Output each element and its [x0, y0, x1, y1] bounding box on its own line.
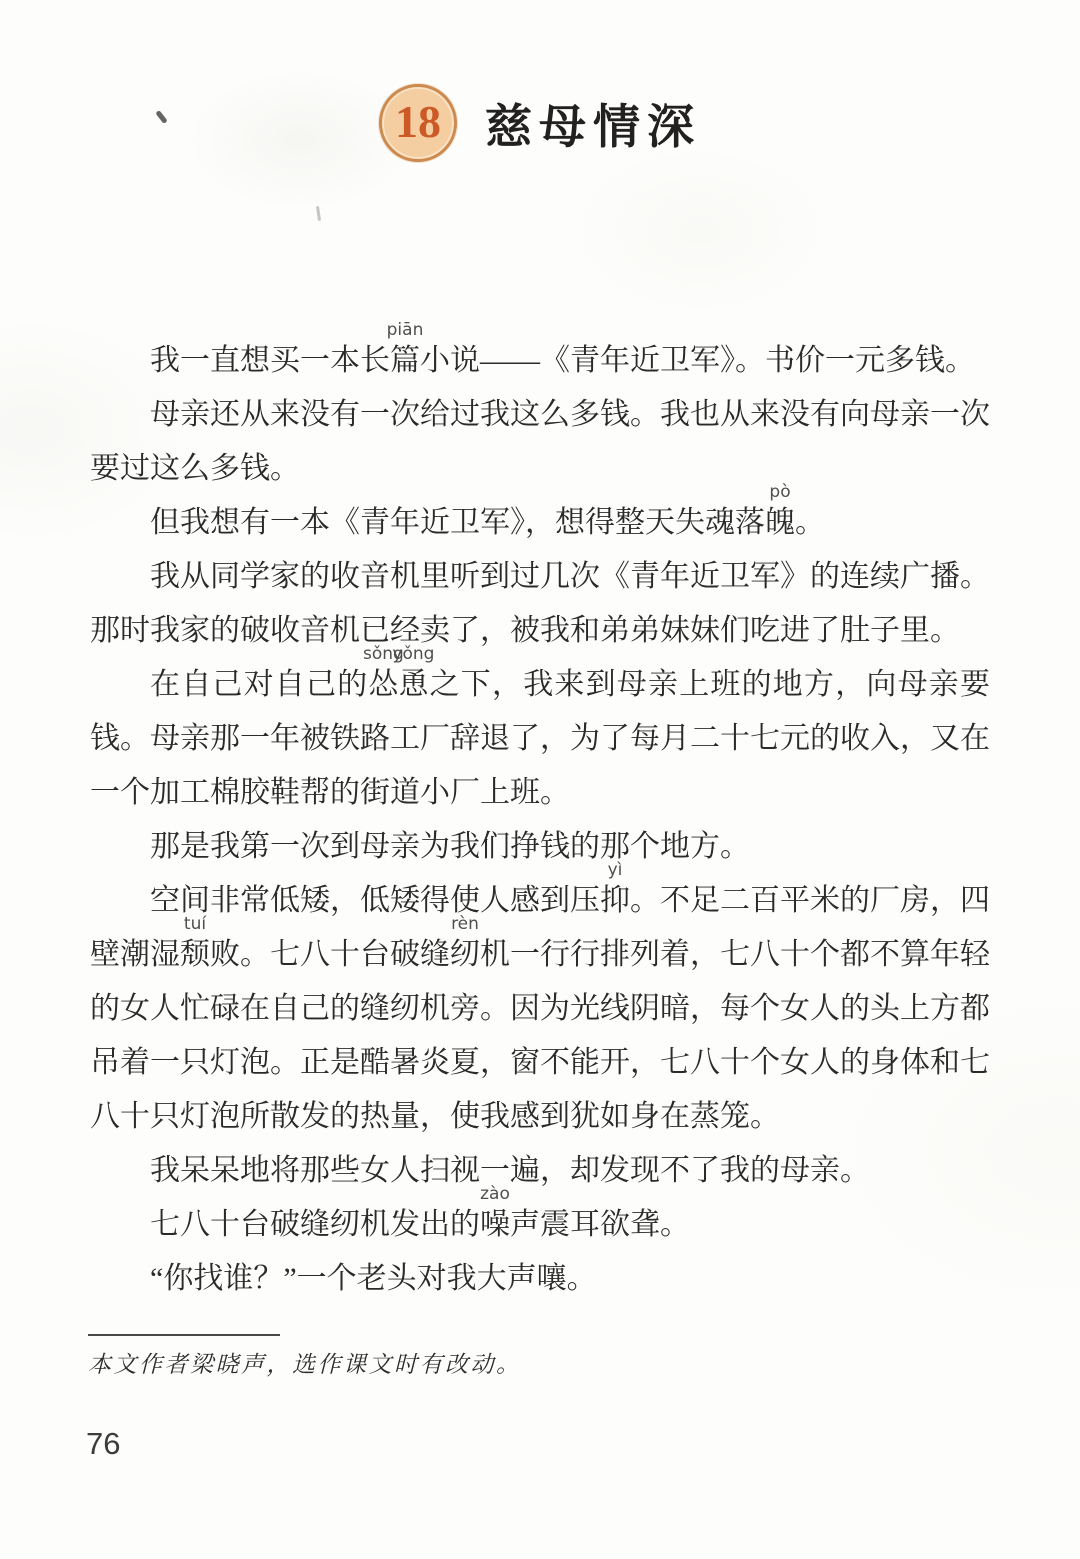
page-number: 76 [86, 1426, 121, 1461]
lesson-header [0, 84, 1080, 162]
pinyin-annotated-char: rèn 纫 [450, 914, 480, 971]
scan-mark-icon [316, 206, 321, 221]
body-text [90, 320, 991, 1306]
footnote-divider [88, 1334, 280, 1336]
pinyin-label: sǒng [362, 644, 404, 664]
pinyin-annotated-char: pò 魄 [765, 482, 795, 539]
paragraph: 空间非常低矮，低矮得使人感到压 yì 抑。不足二百平米的厂房，四壁潮湿 tuí 颓败。七八十台破缝 rèn 纫机一行行排列着，七八十个都不算年轻的女人忙碌在自己的缝纫机旁。因为光线阴暗，每个女人的头上方都吊着一只灯泡。正是酷暑炎夏，窗不能开，七八十个女人的身体和七八十只灯泡所散发的热量，使我感到犹如身在蒸笼。 [90, 860, 990, 1133]
paragraph: 母亲还从来没有一次给过我这么多钱。我也从来没有向母亲一次要过这么多钱。 [90, 398, 990, 485]
paragraph: 那是我第一次到母亲为我们挣钱的那个地方。 [150, 830, 750, 863]
pinyin-label: piān [386, 320, 424, 340]
pinyin-label: rèn [451, 914, 479, 934]
lesson-number-badge [379, 84, 457, 162]
pinyin-label: yǒng [392, 644, 435, 664]
paragraph: 我呆呆地将那些女人扫视一遍，却发现不了我的母亲。 [150, 1154, 870, 1187]
pinyin-annotated-char: yì 抑 [600, 860, 630, 917]
pinyin-annotated-char: yǒng 恿 [392, 644, 435, 701]
pinyin-annotated-char: piān 篇 [386, 320, 424, 377]
pinyin-label: yì [607, 860, 623, 880]
paragraph: 但我想有一本《青年近卫军》，想得整天失魂落 pò 魄。 [90, 496, 990, 550]
pinyin-label: pò [769, 482, 791, 502]
lesson-title: 慈母情深 [485, 101, 701, 154]
paragraph: 我从同学家的收音机里听到过几次《青年近卫军》的连续广播。那时我家的破收音机已经卖了，被我和弟弟妹妹们吃进了肚子里。 [90, 560, 990, 647]
pinyin-label: zào [480, 1184, 510, 1204]
paragraph: 我一直想买一本长 piān 篇小说——《青年近卫军》。书价一元多钱。 [90, 334, 990, 388]
pinyin-annotated-char: tuí 颓 [180, 914, 210, 971]
pinyin-annotated-char: sǒng 怂 [362, 644, 404, 701]
paragraph: “你找谁？”一个老头对我大声嚷。 [150, 1262, 597, 1295]
footnote: 本文作者梁晓声，选作课文时有改动。 [88, 1352, 522, 1377]
lesson-number: 18 [395, 96, 441, 147]
paragraph: 在自己对自己的 sǒng 怂 yǒng 恿之下，我来到母亲上班的地方，向母亲要钱。母亲那一年被铁路工厂辞退了，为了每月二十七元的收入，又在一个加工棉胶鞋帮的街道小厂上班。 [90, 644, 991, 809]
paragraph: 七八十台破缝纫机发出的 zào 噪声震耳欲聋。 [90, 1198, 990, 1252]
pinyin-label: tuí [183, 914, 207, 934]
pinyin-annotated-char: zào 噪 [480, 1184, 510, 1241]
